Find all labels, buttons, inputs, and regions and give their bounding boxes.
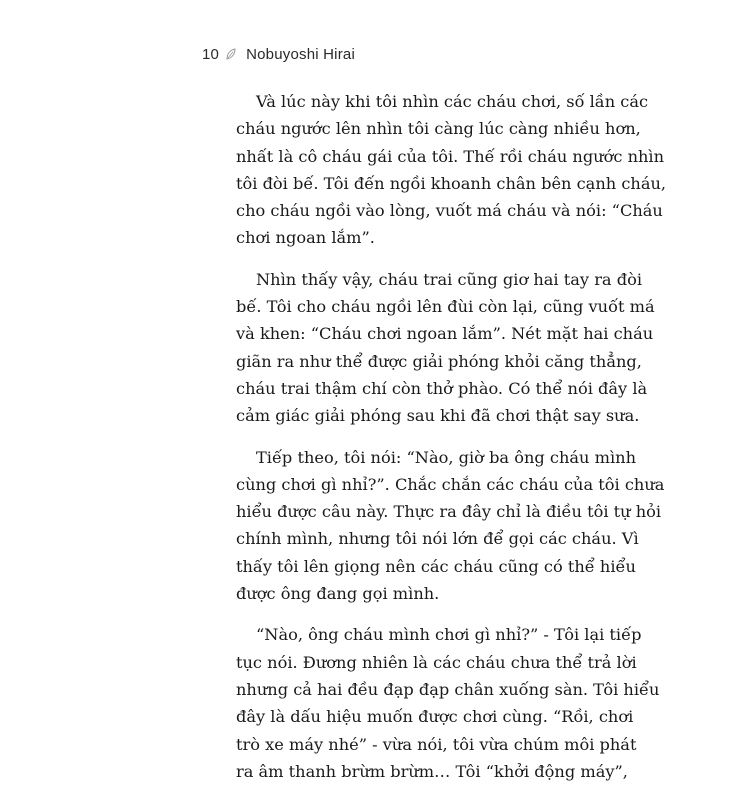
text-line: tôi đòi bế. Tôi đến ngồi khoanh chân bên cạnh cháu,	[236, 173, 667, 193]
text-line: Nhìn thấy vậy, cháu trai cũng giơ hai tay ra đòi	[256, 269, 643, 289]
text-line: đây là dấu hiệu muốn được chơi cùng. “Rồi, chơi	[236, 707, 634, 727]
text-line: giãn ra như thể được giải phóng khỏi căng thẳng,	[236, 351, 642, 371]
text-line: Tiếp theo, tôi nói: “Nào, giờ ba ông cháu mình	[256, 447, 636, 467]
body-text	[236, 88, 667, 799]
paragraph	[236, 444, 665, 608]
paragraph	[236, 621, 660, 785]
author-name: Nobuyoshi Hirai	[246, 45, 355, 63]
text-line: cháu ngước lên nhìn tôi càng lúc càng nhiều hơn,	[236, 119, 641, 139]
text-line: chính mình, nhưng tôi nói lớn để gọi các cháu. Vì	[236, 529, 639, 549]
text-line: Và lúc này khi tôi nhìn các cháu chơi, số lần các	[256, 92, 649, 111]
text-line: ra âm thanh brừm brừm… Tôi “khởi động máy”,	[236, 761, 628, 781]
text-line: hiểu được câu này. Thực ra đây chỉ là điều tôi tự hỏi	[236, 502, 662, 522]
paragraph	[236, 266, 655, 430]
text-line: tục nói. Đương nhiên là các cháu chưa thể trả lời	[236, 652, 637, 672]
running-head	[202, 44, 355, 64]
text-line: “Nào, ông cháu mình chơi gì nhỉ?” - Tôi lại tiếp	[256, 625, 642, 645]
text-line: cùng chơi gì nhỉ?”. Chắc chắn các cháu của tôi chưa	[236, 474, 665, 494]
text-line: được ông đang gọi mình.	[236, 584, 440, 604]
text-line: thấy tôi lên giọng nên các cháu cũng có thể hiểu	[236, 556, 636, 576]
text-line: chơi ngoan lắm”.	[236, 228, 375, 248]
text-line: nhưng cả hai đều đạp đạp chân xuống sàn. Tôi hiểu	[236, 679, 660, 699]
page-number: 10	[202, 45, 220, 63]
leaf-ornament-icon	[225, 48, 237, 61]
text-line: cảm giác giải phóng sau khi đã chơi thật say sưa.	[236, 406, 640, 426]
text-line: và khen: “Cháu chơi ngoan lắm”. Nét mặt hai cháu	[236, 324, 654, 344]
text-line: cháu trai thậm chí còn thở phào. Có thể nói đây là	[236, 378, 648, 398]
text-line: nhất là cô cháu gái của tôi. Thế rồi cháu ngước nhìn	[236, 146, 665, 166]
text-line: trò xe máy nhé” - vừa nói, tôi vừa chúm môi phát	[236, 734, 637, 754]
paragraph	[236, 88, 667, 252]
text-line: bế. Tôi cho cháu ngồi lên đùi còn lại, cũng vuốt má	[236, 297, 655, 317]
text-line: cho cháu ngồi vào lòng, vuốt má cháu và nói: “Cháu	[236, 201, 663, 221]
